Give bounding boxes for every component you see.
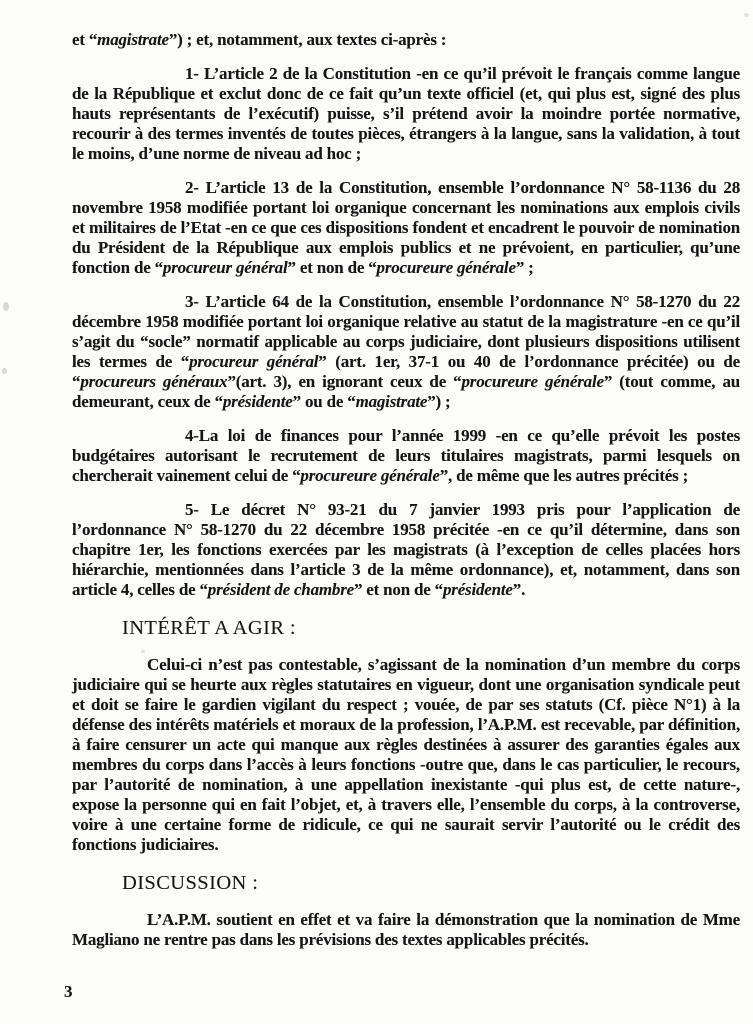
text-run: Celui-ci n’est pas contestable, s’agissant de la nomination d’un membre du corps judiciaire qui se heurte aux règles statutaires en vigueur, dont une organisation syndicale peut et doit se faire le gardien vigilant du respect ; vouée, de par ses statuts (Cf. pièce N°1) à la défense des intérêts matériels et moraux de la profession, l’A.P.M. est recevable, par définition, à faire censurer un acte qui manque aux règles destinées à assurer des garanties égales aux membres du corps dans l’accès à leurs fonctions -outre que, dans le cas particulier, le recours, par l’autorité de nomination, à une appellation inexistante -qui plus est, de cette nature-, expose la personne qui en fait l’objet, et, à travers elle, l’ensemble du corps, à la controverse, voire à une certaine forme de ridicule, ce qui ne saurait servir l’autorité ou le crédit des fonctions judiciaires. [72,655,740,854]
text-run: 5- Le décret N° 93-21 du 7 janvier 1993 pris pour l’application de l’ordonnance N° 58-1270 du 22 décembre 1958 précitée -en ce qu’il détermine, dans son chapitre 1er, les fonctions exercées par les magistrats (à l’exception de celles placées hors hiérarchie, mentionnées dans l’article 3 de la même ordonnance), et, notamment, dans son article 4, celles de “ [72,500,740,599]
text-run: ”) ; [427,392,451,411]
text-run: ”) ; et, notamment, aux textes ci-après : [168,30,447,49]
italic-text-run: procureure générale [300,466,440,485]
paragraph [72,500,740,600]
paragraph [72,64,740,164]
text-run: ”. [512,580,526,599]
italic-text-run: procureure générale [376,258,516,277]
text-run: ” et non de “ [353,580,443,599]
section-heading [122,617,740,640]
page-number: 3 [64,982,73,1001]
paragraph [72,30,740,50]
text-run: 1- L’article 2 de la Constitution -en ce qu’il prévoit le français comme langue de la République et exclut donc de ce fait qu’un texte officiel (et, qui plus est, signé des plus hauts représentants de l’exécutif) puisse, s’il prétend avoir la moindre portée normative, recourir à des termes inventés de toutes pièces, étrangers à la langue, sans la validation, à tout le moins, d’une norme de niveau ad hoc ; [72,64,740,163]
text-run: 4-La loi de finances pour l’année 1999 -en ce qu’elle prévoit les postes budgétaires autorisant le recrutement de leurs titulaires magistrats, parmi lesquels on chercherait vainement celui de “ [72,426,740,485]
scan-artifact [141,650,145,653]
italic-text-run: présidente [222,392,293,411]
text-run: 3- L’article 64 de la Constitution, ensemble l’ordonnance N° 58-1270 du 22 décembre 1958 modifiée portant loi organique relative au statut de la magistrature -en ce qu’il s’agit du “socle” normatif applicable au corps judiciaire, dont plusieurs dispositions utilisent les termes de “ [72,292,740,371]
text-run: ” ; [515,258,534,277]
text-run: ”, de même que les autres précités ; [439,466,689,485]
document-body [72,30,740,950]
italic-text-run: magistrate [97,30,169,49]
scan-artifact [2,368,7,374]
italic-text-run: président de chambre [207,580,354,599]
paragraph [72,655,740,855]
text-run: 2- L’article 13 de la Constitution, ensemble l’ordonnance N° 58-1136 du 28 novembre 1958 modifiée portant loi organique concernant les nominations aux emplois civils et militaires de l’Etat -en ce que ces dispositions fondent et encadrent le pouvoir de nomination du Président de la République aux emplois publics et ne prévoient, en particulier, qu’une fonction de “ [72,178,740,277]
scan-artifact [744,13,749,17]
italic-text-run: présidente [442,580,513,599]
italic-text-run: procureur général [189,352,319,371]
paragraph [72,426,740,486]
italic-text-run: magistrate [355,392,428,411]
paragraph [72,292,740,412]
paragraph [72,910,740,950]
italic-text-run: procureur général [162,258,288,277]
text-run: ” (tout comme, au demeurant, ceux de “ [72,372,741,411]
text-run: ” et non de “ [287,258,377,277]
text-run: L’A.P.M. soutient en effet et va faire la démonstration que la nomination de Mme Magliano ne rentre pas dans les prévisions des textes applicables précités. [72,910,740,949]
text-run: et “ [72,30,98,49]
text-run: ”(art. 3), en ignorant ceux de “ [227,372,462,391]
paragraph [72,178,740,278]
text-run: ” ou de “ [292,392,356,411]
text-run: INTÉRÊT A AGIR : [122,617,297,639]
section-heading [122,872,740,895]
text-run: DISCUSSION : [122,872,259,894]
scan-artifact [3,302,9,311]
italic-text-run: procureure générale [461,372,604,391]
text-run: ” (art. 1er, 37-1 ou 40 de l’ordonnance précitée) ou de “ [72,352,740,391]
italic-text-run: procureurs généraux [80,372,228,391]
